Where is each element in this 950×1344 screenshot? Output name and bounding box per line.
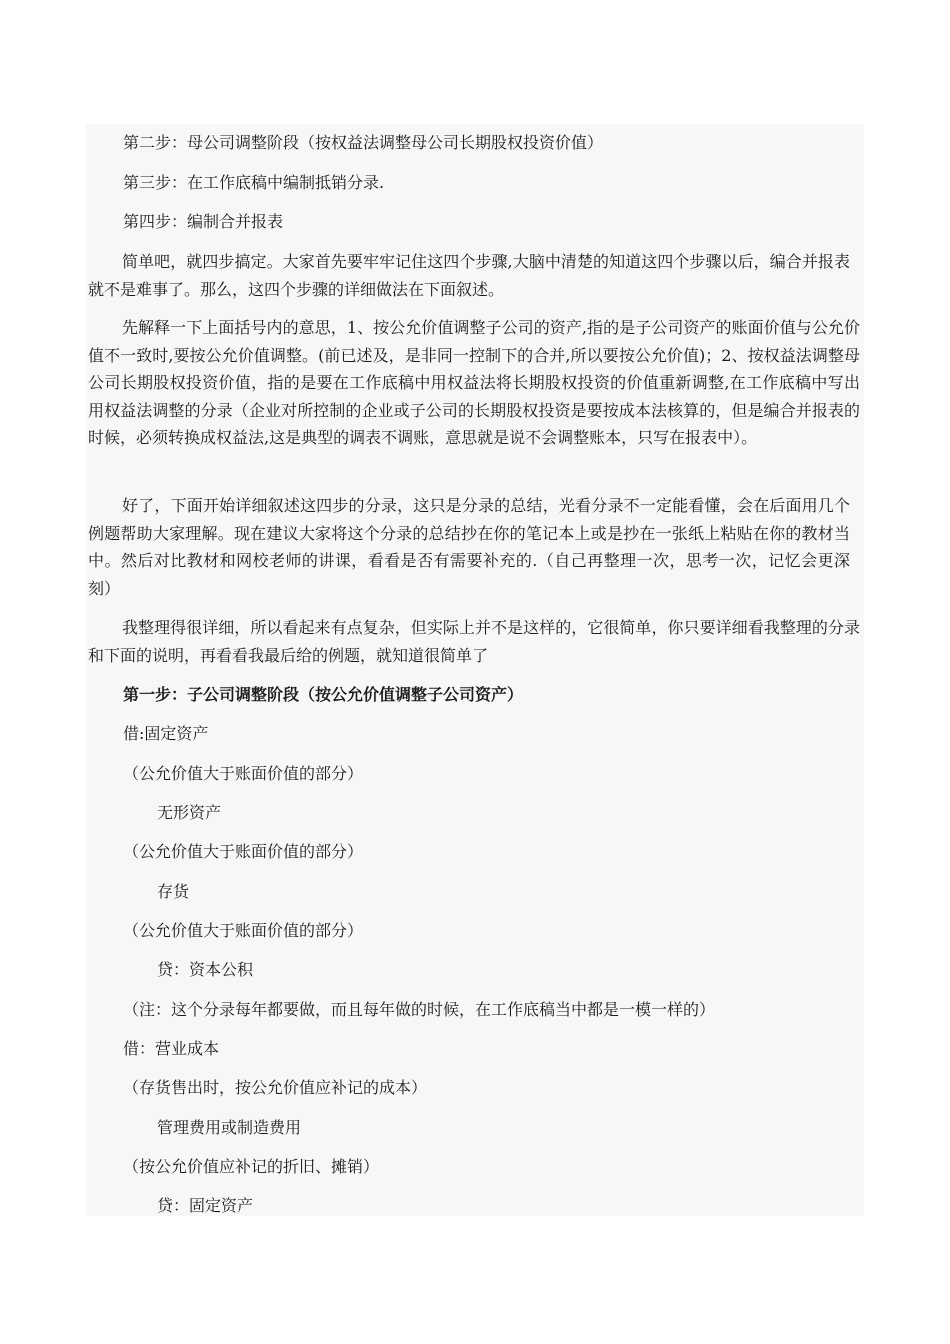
entry-line: 借：营业成本 <box>123 1039 220 1058</box>
entry-line: 贷：资本公积 <box>157 960 254 979</box>
entry-line: （存货售出时，按公允价值应补记的成本） <box>123 1078 428 1097</box>
entry-line: （公允价值大于账面价值的部分） <box>123 921 364 940</box>
step-two-line: 第二步：母公司调整阶段（按权益法调整母公司长期股权投资价值） <box>123 133 604 152</box>
step-three-line: 第三步：在工作底稿中编制抵销分录. <box>123 173 385 192</box>
step-four-line: 第四步：编制合并报表 <box>123 212 284 231</box>
paragraph-note: 我整理得很详细，所以看起来有点复杂，但实际上并不是这样的，它很简单，你只要详细看我整理的分录和下面的说明，再看看我最后给的例题，就知道很简单了 <box>88 618 860 665</box>
entry-line: （公允价值大于账面价值的部分） <box>123 764 364 783</box>
entry-line: 借:固定资产 <box>123 724 209 743</box>
section-heading-step-one: 第一步：子公司调整阶段（按公允价值调整子公司资产） <box>123 685 524 704</box>
entry-line: （注：这个分录每年都要做，而且每年做的时候，在工作底稿当中都是一模一样的） <box>123 1000 716 1019</box>
entry-line: 存货 <box>157 882 190 901</box>
entry-line: 无形资产 <box>157 803 222 822</box>
entry-line: （按公允价值应补记的折旧、摊销） <box>123 1157 380 1176</box>
paragraph-summary: 简单吧，就四步搞定。大家首先要牢牢记住这四个步骤,大脑中清楚的知道这四个步骤以后，编合并报表就不是难事了。那么，这四个步骤的详细做法在下面叙述。 <box>88 252 850 299</box>
entry-line: 贷：固定资产 <box>157 1196 254 1215</box>
entry-line: （公允价值大于账面价值的部分） <box>123 842 364 861</box>
paragraph-explanation: 先解释一下上面括号内的意思，1、按公允价值调整子公司的资产,指的是子公司资产的账面价值与公允价值不一致时,要按公允价值调整。(前已述及，是非同一控制下的合并,所以要按公允价值)；2、按权益法调整母公司长期股权投资价值，指的是要在工作底稿中用权益法将长期股权投资的价值重新调整,在工作底稿中写出用权益法调整的分录（企业对所控制的企业或子公司的长期股权投资是要按成本法核算的，但是编合并报表的时候，必须转换成权益法,这是典型的调表不调账，意思就是说不会调整账本，只写在报表中）。 <box>88 318 860 447</box>
entry-line: 管理费用或制造费用 <box>157 1118 302 1137</box>
paragraph-suggestion: 好了，下面开始详细叙述这四步的分录，这只是分录的总结，光看分录不一定能看懂，会在后面用几个例题帮助大家理解。现在建议大家将这个分录的总结抄在你的笔记本上或是抄在一张纸上粘贴在你的教材当中。然后对比教材和网校老师的讲课，看看是否有需要补充的.（自己再整理一次，思考一次，记忆会更深刻） <box>88 496 850 598</box>
